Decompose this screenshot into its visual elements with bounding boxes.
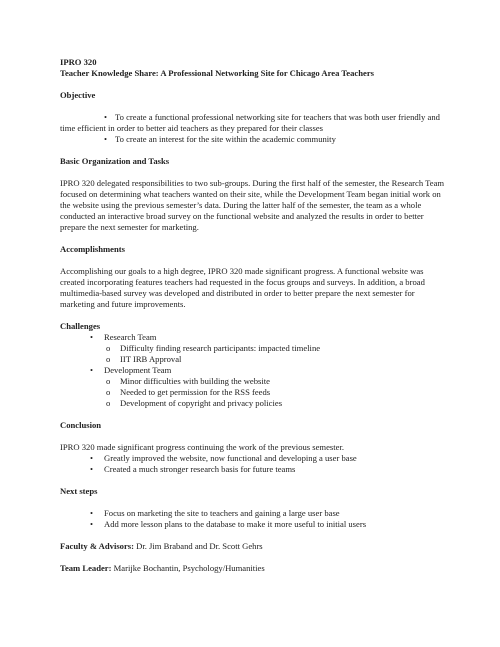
list-item <box>60 519 445 530</box>
organization-body: IPRO 320 delegated responsibilities to two sub-groups. During the first half of the semester, the Research Team focused on determining what teachers wanted on their site, while the Development Team began initial work on the website using the previous semester’s data. During the latter half of the semester, the team as a whole conducted an interactive broad survey on the functional website and analyzed the results in order to better prepare the next semester for marketing. <box>60 178 445 232</box>
objective-item-text: To create a functional professional networking site for teachers that was both user friendly and time efficient in order to better aid teachers as they prepared for their classes <box>60 112 440 133</box>
list-item <box>60 343 445 354</box>
list-item <box>60 464 445 475</box>
list-item <box>60 387 445 398</box>
challenge-item-text: IIT IRB Approval <box>120 354 182 364</box>
list-item <box>60 508 445 519</box>
list-item <box>60 453 445 464</box>
bullet-icon: • <box>90 453 94 463</box>
leader-label: Team Leader: <box>60 563 112 573</box>
objective-item-text: To create an interest for the site within the academic community <box>115 134 336 144</box>
organization-heading: Basic Organization and Tasks <box>60 156 170 166</box>
hollow-bullet-icon: o <box>106 387 111 397</box>
next-steps-heading: Next steps <box>60 486 98 496</box>
faculty-line <box>60 541 445 552</box>
conclusion-heading: Conclusion <box>60 420 102 430</box>
faculty-label: Faculty & Advisors: <box>60 541 134 551</box>
hollow-bullet-icon: o <box>106 343 111 353</box>
conclusion-item-text: Created a much stronger research basis for future teams <box>104 464 296 474</box>
challenge-item-text: Needed to get permission for the RSS feeds <box>120 387 271 397</box>
course-code: IPRO 320 <box>60 57 97 67</box>
hollow-bullet-icon: o <box>106 354 111 364</box>
hollow-bullet-icon: o <box>106 376 111 386</box>
list-item <box>60 376 445 387</box>
list-item <box>60 354 445 365</box>
objective-list <box>60 112 445 145</box>
list-item <box>60 112 445 134</box>
list-item <box>60 398 445 409</box>
next-step-item-text: Add more lesson plans to the database to make it more useful to initial users <box>104 519 367 529</box>
challenges-heading: Challenges <box>60 321 101 331</box>
bullet-icon: • <box>90 332 94 342</box>
challenge-item-text: Minor difficulties with building the website <box>120 376 270 386</box>
challenge-group-label: Research Team <box>104 332 157 342</box>
bullet-icon: • <box>90 365 94 375</box>
faculty-value: Dr. Jim Braband and Dr. Scott Gehrs <box>134 541 263 551</box>
challenge-item-text: Difficulty finding research participants: impacted timeline <box>120 343 321 353</box>
accomplishments-body: Accomplishing our goals to a high degree, IPRO 320 made significant progress. A functional website was created incorporating features teachers had requested in the focus groups and surveys. In addition, a broad multimedia-based survey was developed and distributed in order to better prepare the next semester for marketing and future improvements. <box>60 266 425 309</box>
leader-value: Marijke Bochantin, Psychology/Humanities <box>111 563 265 573</box>
bullet-icon: • <box>104 112 108 122</box>
challenges-list <box>60 332 445 409</box>
leader-line <box>60 563 445 574</box>
document-title: Teacher Knowledge Share: A Professional Networking Site for Chicago Area Teachers <box>60 68 374 78</box>
bullet-icon: • <box>90 464 94 474</box>
accomplishments-heading: Accomplishments <box>60 244 125 254</box>
list-item <box>60 134 445 145</box>
bullet-icon: • <box>104 134 108 144</box>
conclusion-item-text: Greatly improved the website, now functional and developing a user base <box>104 453 357 463</box>
document-page <box>60 57 445 574</box>
bullet-icon: • <box>90 508 94 518</box>
next-step-item-text: Focus on marketing the site to teachers and gaining a large user base <box>104 508 340 518</box>
bullet-icon: • <box>90 519 94 529</box>
hollow-bullet-icon: o <box>106 398 111 408</box>
list-item <box>60 365 445 376</box>
conclusion-body: IPRO 320 made significant progress continuing the work of the previous semester. <box>60 442 345 452</box>
objective-heading: Objective <box>60 90 96 100</box>
list-item <box>60 332 445 343</box>
conclusion-list <box>60 453 445 475</box>
challenge-group-label: Development Team <box>104 365 172 375</box>
challenge-item-text: Development of copyright and privacy policies <box>120 398 283 408</box>
next-steps-list <box>60 508 445 530</box>
